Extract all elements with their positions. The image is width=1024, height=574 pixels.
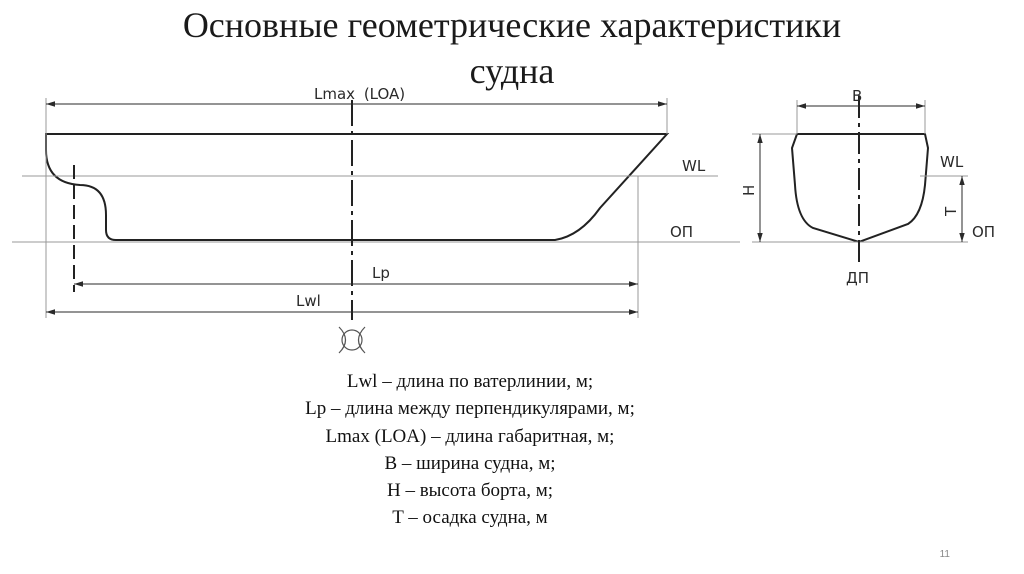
title-line-1: Основные геометрические характеристики [182,5,842,45]
hull-outline [46,134,667,240]
centerline-label: ДП [846,269,869,287]
legend-list [190,368,750,532]
legend-item: B – ширина судна, м; [384,452,556,474]
side-view [12,85,740,353]
legend-item: H – высота борта, м; [386,480,554,502]
baseline-label: ОП [670,223,694,241]
legend-item: Lp – длина между перпендикулярами, м; [305,398,635,420]
lmax-label: Lmax (LOA) [314,85,406,103]
section-baseline-label: ОП [972,223,996,241]
h-label: H [740,184,758,196]
midship-symbol-icon [339,327,365,353]
title-line-2: судна [469,51,555,91]
b-label: B [852,87,863,105]
lp-label: Lp [372,264,390,282]
section-waterline-label: WL [940,153,964,171]
page-number: 11 [939,549,950,560]
t-label: T [942,206,960,216]
lwl-label: Lwl [296,292,321,310]
cross-section-view [740,87,995,287]
legend-item: Lwl – длина по ватерлинии, м; [346,371,594,392]
legend-item: Lmax (LOA) – длина габаритная, м; [325,425,615,447]
legend-item: T – осадка судна, м [392,507,548,529]
waterline-label: WL [682,157,706,175]
